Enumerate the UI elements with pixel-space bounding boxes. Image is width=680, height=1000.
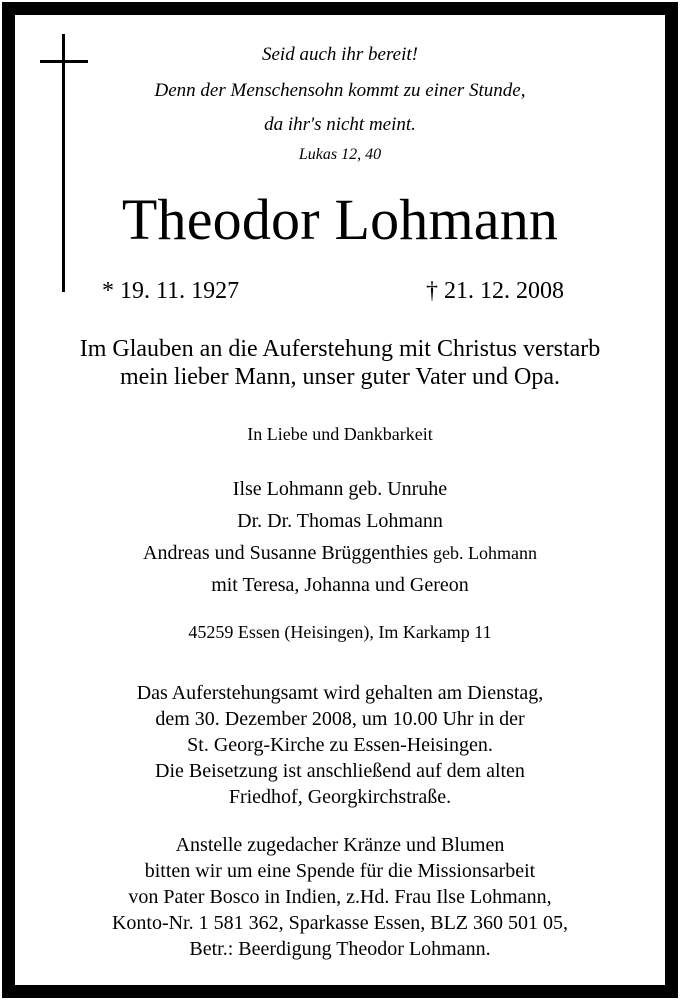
address: 45259 Essen (Heisingen), Im Karkamp 11 (188, 622, 492, 642)
service-line-1: Das Auferstehungsamt wird gehalten am Dienstag, (136, 682, 544, 704)
death-date: † 21. 12. 2008 (426, 278, 564, 304)
donation-line-4: Konto-Nr. 1 581 362, Sparkasse Essen, BLZ 360 501 05, (111, 912, 569, 934)
verse-line-2: Denn der Menschensohn kommt zu einer Stunde, (154, 80, 526, 101)
donation-line-5: Betr.: Beerdigung Theodor Lohmann. (189, 938, 491, 960)
mourner-line-3 (0, 542, 680, 565)
deceased-name: Theodor Lohmann (121, 187, 559, 252)
verse-line-1: Seid auch ihr bereit! (261, 44, 418, 65)
donation-line-2: bitten wir um eine Spende für die Missionsarbeit (144, 860, 536, 882)
mourner-line-1: Ilse Lohmann geb. Unruhe (232, 478, 448, 500)
announcement-line-2: mein lieber Mann, unser guter Vater und Opa. (119, 364, 561, 390)
service-line-4: Die Beisetzung ist anschließend auf dem alten (155, 760, 525, 782)
service-line-3: St. Georg-Kirche zu Essen-Heisingen. (187, 734, 493, 756)
service-line-2: dem 30. Dezember 2008, um 10.00 Uhr in der (155, 708, 525, 730)
verse-line-3: da ihr's nicht meint. (264, 114, 416, 135)
dedication: In Liebe und Dankbarkeit (247, 424, 433, 444)
donation-line-1: Anstelle zugedacher Kränze und Blumen (175, 834, 505, 856)
verse-reference: Lukas 12, 40 (298, 146, 382, 163)
donation-line-3: von Pater Bosco in Indien, z.Hd. Frau Ilse Lohmann, (128, 886, 552, 908)
announcement-line-1: Im Glauben an die Auferstehung mit Christus verstarb (79, 336, 601, 362)
mourner-line-3-main: Andreas und Susanne Brüggenthies (143, 542, 428, 564)
mourner-line-2: Dr. Dr. Thomas Lohmann (237, 510, 443, 532)
service-line-5: Friedhof, Georgkirchstraße. (228, 786, 452, 808)
mourner-line-3-suffix: geb. Lohmann (432, 543, 537, 563)
birth-date: * 19. 11. 1927 (102, 278, 240, 304)
mourner-line-4: mit Teresa, Johanna und Gereon (211, 574, 469, 596)
